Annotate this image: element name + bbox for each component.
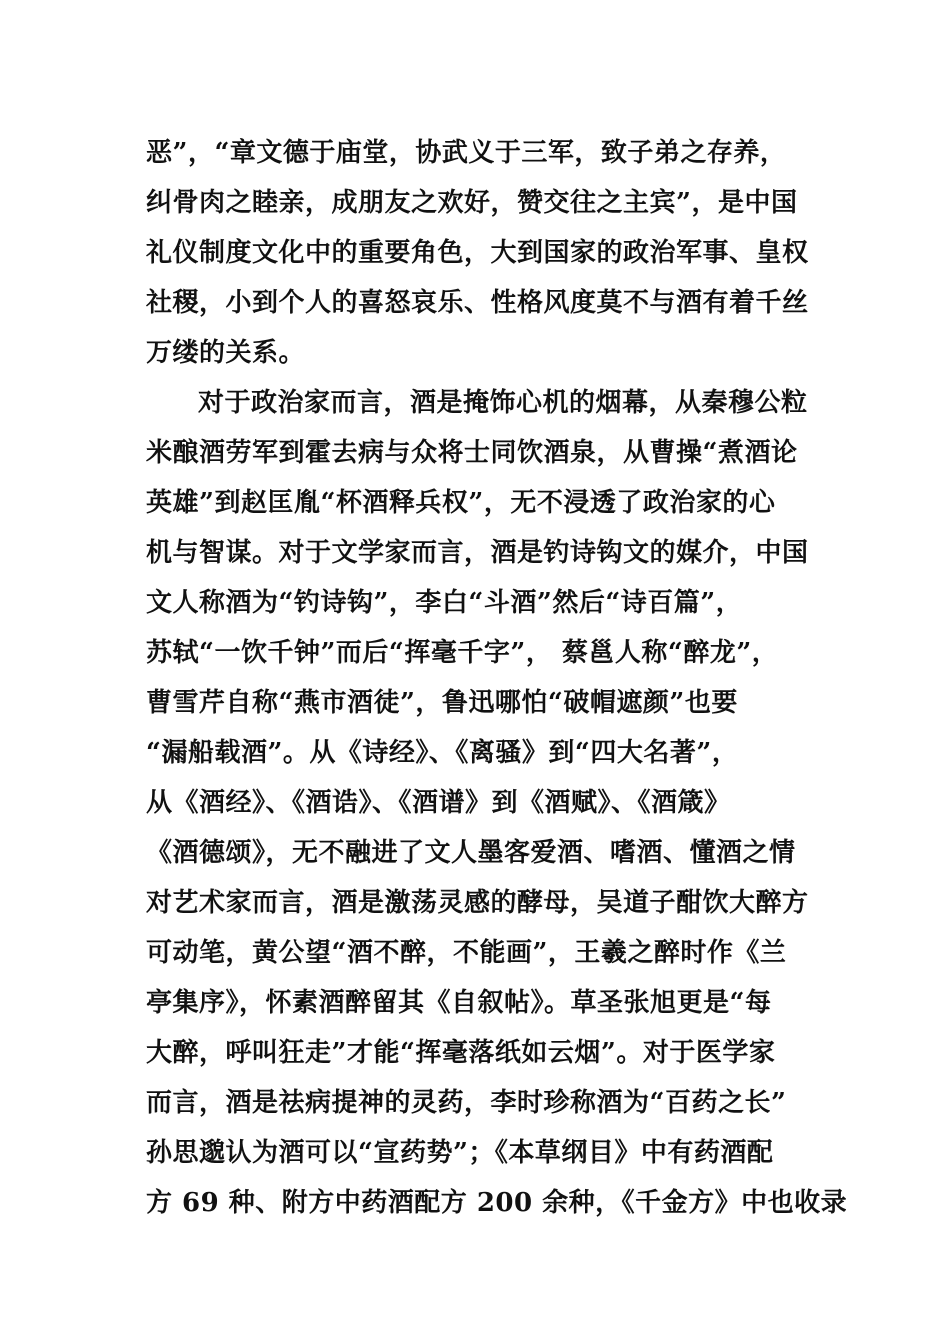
text-line: 而言，酒是祛病提神的灵药，李时珍称酒为“百药之长” <box>146 1088 787 1118</box>
text-line: 曹雪芹自称“燕市酒徒”，鲁迅哪怕“破帽遮颜”也要 <box>146 688 738 718</box>
text-line: 亭集序》，怀素酒醉留其《自叙帖》。草圣张旭更是“每 <box>146 988 772 1018</box>
text-line: 礼仪制度文化中的重要角色，大到国家的政治军事、皇权 <box>146 238 809 268</box>
text-line: “漏船载酒”。从《诗经》、《离骚》到“四大名著”， <box>146 738 739 768</box>
text-line: 对艺术家而言，酒是激荡灵感的酵母，吴道子酣饮大醉方 <box>146 888 809 918</box>
text-line: 苏轼“一饮千钟”而后“挥毫千字”， 蔡邕人称“醉龙”， <box>146 638 779 668</box>
text-line: 恶”，“章文德于庙堂，协武义于三军，致子弟之存养， <box>146 138 787 168</box>
text-line: 万缕的关系。 <box>146 338 306 368</box>
text-line: 方 69 种、附方中药酒配方 200 余种，《千金方》中也收录 <box>146 1188 848 1218</box>
text-line: 文人称酒为“钓诗钩”，李白“斗酒”然后“诗百篇”， <box>146 588 743 618</box>
text-line: 从《酒经》、《酒诰》、《酒谱》到《酒赋》、《酒箴》 <box>146 788 731 818</box>
text-line: 可动笔，黄公望“酒不醉，不能画”，王羲之醉时作《兰 <box>146 938 787 968</box>
text-line: 《酒德颂》，无不融进了文人墨客爱酒、嗜酒、懂酒之情 <box>146 838 796 868</box>
paragraph-first-line: 对于政治家而言，酒是掩饰心机的烟幕，从秦穆公粒 <box>198 388 808 418</box>
text-line: 机与智谋。对于文学家而言，酒是钓诗钩文的媒介，中国 <box>146 538 809 568</box>
text-line: 米酿酒劳军到霍去病与众将士同饮酒泉，从曹操“煮酒论 <box>146 438 798 468</box>
text-line: 英雄”到赵匡胤“杯酒释兵权”，无不浸透了政治家的心 <box>146 488 776 518</box>
text-line: 孙思邈认为酒可以“宣药势”；《本草纲目》中有药酒配 <box>146 1138 774 1168</box>
body-text <box>146 128 848 1228</box>
text-line: 社稷，小到个人的喜怒哀乐、性格风度莫不与酒有着千丝 <box>146 288 809 318</box>
text-line: 大醉，呼叫狂走”才能“挥毫落纸如云烟”。对于医学家 <box>146 1038 776 1068</box>
text-line: 纠骨肉之睦亲，成朋友之欢好，赞交往之主宾”，是中国 <box>146 188 798 218</box>
